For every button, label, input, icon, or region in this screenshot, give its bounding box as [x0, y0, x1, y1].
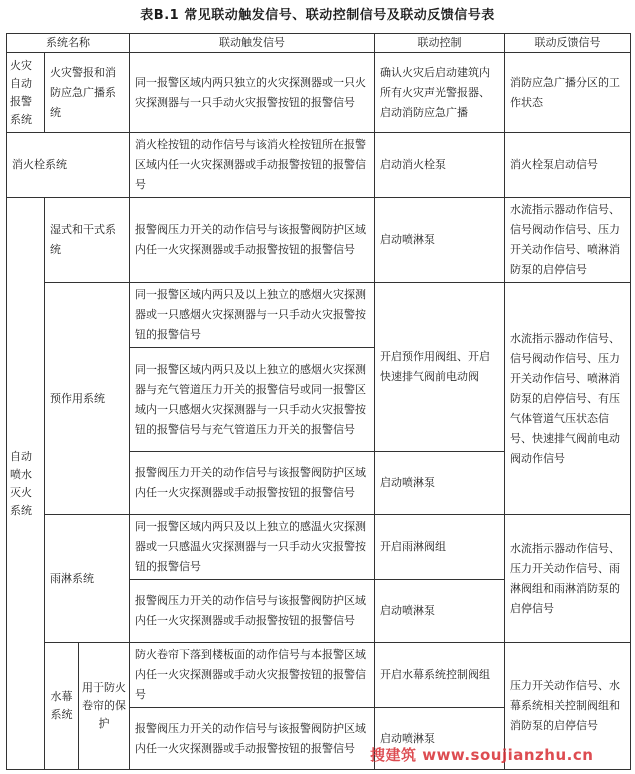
group-fire-alarm: 火灾自动报警系统: [7, 53, 45, 133]
system-curtain: 水幕系统: [45, 643, 79, 770]
control-cell: 开启雨淋阀组: [375, 515, 505, 580]
control-cell: 确认火灾后启动建筑内所有火灾声光警报器、启动消防应急广播: [375, 53, 505, 133]
feedback-cell: 压力开关动作信号、水幕系统相关控制阀组和消防泵的启停信号: [505, 643, 631, 770]
header-feedback: 联动反馈信号: [505, 34, 631, 53]
system-hydrant: 消火栓系统: [7, 133, 130, 198]
table-row: [7, 283, 631, 348]
trigger-cell: 同一报警区域内两只及以上独立的感温火灾探测器或一只感温火灾探测器与一只手动火灾报警按钮的报警信号: [130, 515, 375, 580]
trigger-cell: 报警阀压力开关的动作信号与该报警阀防护区域内任一火灾探测器或手动报警按钮的报警信号: [130, 708, 375, 770]
table-row: [7, 198, 631, 283]
trigger-cell: 同一报警区域内两只及以上独立的感烟火灾探测器与充气管道压力开关的报警信号或同一报警区域内一只感烟火灾探测器与一只手动火灾报警按钮的报警信号与充气管道压力开关的报警信号: [130, 348, 375, 452]
table-row: [7, 133, 631, 198]
trigger-cell: 报警阀压力开关的动作信号与该报警阀防护区域内任一火灾探测器或手动报警按钮的报警信号: [130, 452, 375, 515]
feedback-cell: 水流指示器动作信号、信号阀动作信号、压力开关动作信号、喷淋消防泵的启停信号、有压气体管道气压状态信号、快速排气阀前电动阀动作信号: [505, 283, 631, 515]
control-cell: 启动喷淋泵: [375, 198, 505, 283]
system-curtain-purpose: 用于防火卷帘的保护: [79, 643, 130, 770]
control-cell: 开启水幕系统控制阀组: [375, 643, 505, 708]
system-deluge: 雨淋系统: [45, 515, 130, 643]
linkage-signal-table: [6, 33, 631, 770]
table-row: [7, 515, 631, 580]
system-preaction: 预作用系统: [45, 283, 130, 515]
trigger-cell: 同一报警区域内两只及以上独立的感烟火灾探测器或一只感烟火灾探测器与一只手动火灾报警按钮的报警信号: [130, 283, 375, 348]
system-wet-dry: 湿式和干式系统: [45, 198, 130, 283]
table-row: [7, 643, 631, 708]
trigger-cell: 报警阀压力开关的动作信号与该报警阀防护区域内任一火灾探测器或手动报警按钮的报警信号: [130, 580, 375, 643]
feedback-cell: 消防应急广播分区的工作状态: [505, 53, 631, 133]
control-cell: 启动喷淋泵: [375, 452, 505, 515]
control-cell: 开启预作用阀组、开启快速排气阀前电动阀: [375, 283, 505, 452]
trigger-cell: 同一报警区域内两只独立的火灾探测器或一只火灾探测器与一只手动火灾报警按钮的报警信号: [130, 53, 375, 133]
header-control: 联动控制: [375, 34, 505, 53]
trigger-cell: 消火栓按钮的动作信号与该消火栓按钮所在报警区域内任一火灾探测器或手动报警按钮的报警信号: [130, 133, 375, 198]
feedback-cell: 水流指示器动作信号、压力开关动作信号、雨淋阀组和雨淋消防泵的启停信号: [505, 515, 631, 643]
control-cell: 启动喷淋泵: [375, 708, 505, 770]
trigger-cell: 报警阀压力开关的动作信号与该报警阀防护区域内任一火灾探测器或手动报警按钮的报警信号: [130, 198, 375, 283]
group-sprinkler: 自动喷水灭火系统: [7, 198, 45, 770]
header-row: [7, 34, 631, 53]
system-alarm-broadcast: 火灾警报和消防应急广播系统: [45, 53, 130, 133]
control-cell: 启动喷淋泵: [375, 580, 505, 643]
header-system: 系统名称: [7, 34, 130, 53]
feedback-cell: 消火栓泵启动信号: [505, 133, 631, 198]
feedback-cell: 水流指示器动作信号、信号阀动作信号、压力开关动作信号、喷淋消防泵的启停信号: [505, 198, 631, 283]
table-title: 表B.1 常见联动触发信号、联动控制信号及联动反馈信号表: [140, 8, 495, 23]
header-trigger: 联动触发信号: [130, 34, 375, 53]
table-row: [7, 53, 631, 133]
control-cell: 启动消火栓泵: [375, 133, 505, 198]
watermark: 搜建筑 www.soujianzhu.cn: [370, 746, 594, 764]
trigger-cell: 防火卷帘下落到楼板面的动作信号与本报警区域内任一火灾探测器或手动火灾报警按钮的报警信号: [130, 643, 375, 708]
